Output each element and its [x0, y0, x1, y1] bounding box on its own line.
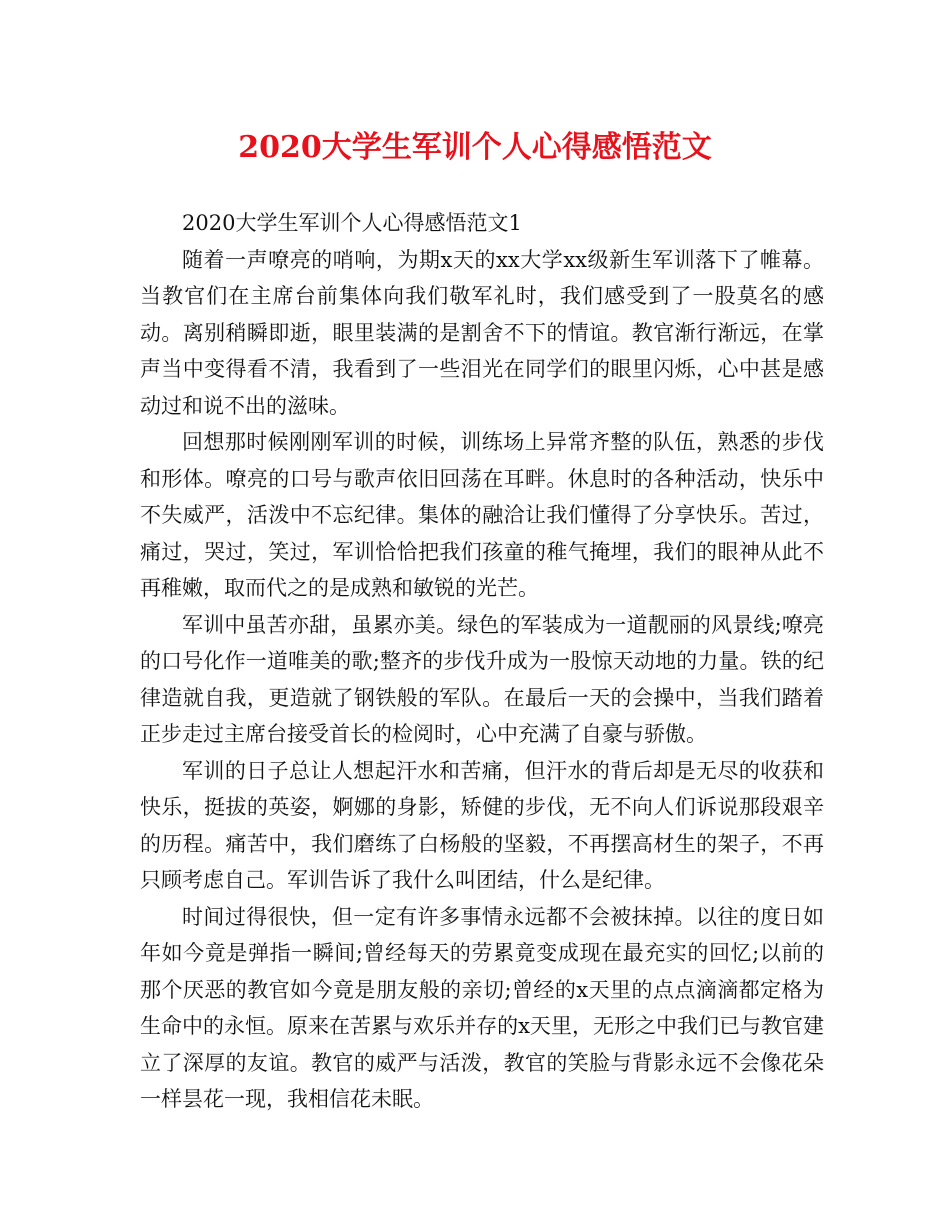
- body-paragraph-5: 时间过得很快，但一定有许多事情永远都不会被抹掉。以往的度日如年如今竟是弹指一瞬间;曾经每天的劳累竟变成现在最充实的回忆;以前的那个厌恶的教官如今竟是朋友般的亲切;曾经的x天里的点点滴滴都定格为生命中的永恒。原来在苦累与欢乐并存的x天里，无形之中我们已与教官建立了深厚的友谊。教官的威严与活泼，教官的笑脸与背影永远不会像花朵一样昙花一现，我相信花未眠。: [140, 904, 824, 1111]
- body-paragraph-1: 随着一声嘹亮的哨响，为期x天的xx大学xx级新生军训落下了帷幕。当教官们在主席台前集体向我们敬军礼时，我们感受到了一股莫名的感动。离别稍瞬即逝，眼里装满的是割舍不下的情谊。教官渐行渐远，在掌声当中变得看不清，我看到了一些泪光在同学们的眼里闪烁，心中甚是感动过和说不出的滋味。: [140, 247, 824, 418]
- section-heading: 2020大学生军训个人心得感悟范文1: [182, 211, 522, 235]
- body-paragraph-3: 军训中虽苦亦甜，虽累亦美。绿色的军装成为一道靓丽的风景线;嘹亮的口号化作一道唯美的歌;整齐的步伐升成为一股惊天动地的力量。铁的纪律造就自我，更造就了钢铁般的军队。在最后一天的会操中，当我们踏着正步走过主席台接受首长的检阅时，心中充满了自豪与骄傲。: [140, 612, 824, 746]
- body-paragraph-2: 回想那时候刚刚军训的时候，训练场上异常齐整的队伍，熟悉的步伐和形体。嘹亮的口号与歌声依旧回荡在耳畔。休息时的各种活动，快乐中不失威严，活泼中不忘纪律。集体的融洽让我们懂得了分享快乐。苦过，痛过，哭过，笑过，军训恰恰把我们孩童的稚气掩埋，我们的眼神从此不再稚嫩，取而代之的是成熟和敏锐的光芒。: [140, 430, 824, 600]
- document-title: 2020大学生军训个人心得感悟范文: [238, 130, 712, 165]
- document-body: [140, 205, 824, 1118]
- body-paragraph-4: 军训的日子总让人想起汗水和苦痛，但汗水的背后却是无尽的收获和快乐，挺拔的英姿，婀娜的身影，矫健的步伐，无不向人们诉说那段艰辛的历程。痛苦中，我们磨练了白杨般的坚毅，不再摆高材生的架子，不再只顾考虑自己。军训告诉了我什么叫团结，什么是纪律。: [140, 758, 824, 892]
